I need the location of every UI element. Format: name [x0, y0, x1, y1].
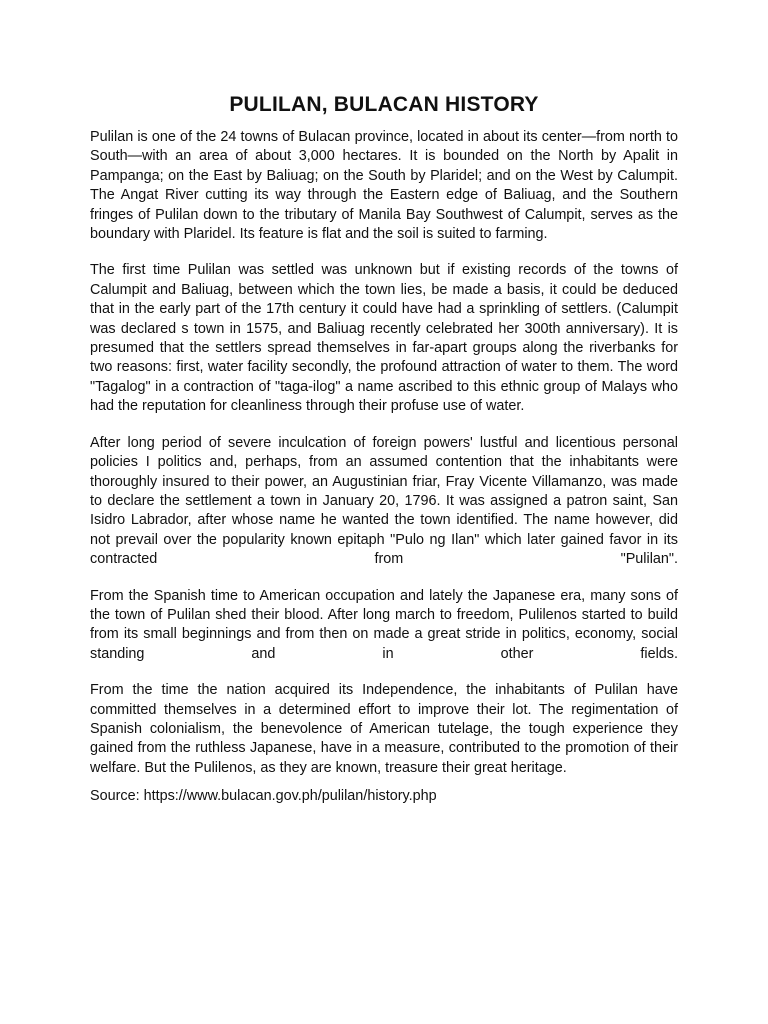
source-citation: Source: https://www.bulacan.gov.ph/pulilan/history.php: [90, 788, 437, 805]
paragraph-independence: From the time the nation acquired its Independence, the inhabitants of Pulilan have committed themselves in a determined effort to improve their lot. The regimentation of Spanish colonialism, the benevolence of American tutelage, the tough experience they gained from the ruthless Japanese, have in a measure, contributed to the promotion of their welfare. But the Pulilenos, as they are known, treasure their great heritage.: [90, 682, 678, 776]
paragraph-occupation-era: From the Spanish time to American occupation and lately the Japanese era, many sons of the town of Pulilan shed their blood. After long march to freedom, Pulilenos started to build from its small beginnings and from then on made a great stride in politics, economy, social standing and in other fields.: [90, 587, 678, 662]
paragraph-geography: Pulilan is one of the 24 towns of Bulacan province, located in about its center—from north to South—with an area of about 3,000 hectares. It is bounded on the North by Apalit in Pampanga; on the East by Baliuag; on the South by Plaridel; and on the West by Calumpit. The Angat River cutting its way through the Eastern edge of Baliuag, and the Southern fringes of Pulilan down to the tributary of Manila Bay Southwest of Calumpit, serves as the boundary with Plaridel. Its feature is flat and the soil is suited to farming.: [90, 129, 678, 243]
paragraph-settlement: The first time Pulilan was settled was unknown but if existing records of the towns of Calumpit and Baliuag, between which the town lies, be made a basis, it could be deduced that in the early part of the 17th century it could have had a sprinkling of settlers. (Calumpit was declared s town in 1575, and Baliuag recently celebrated her 300th anniversary). It is presumed that the settlers spread themselves in far-apart groups along the riverbanks for two reasons: first, water facility secondly, the profound attraction of water to them. The word "Tagalog" in a contraction of "taga-ilog" a name ascribed to this ethnic group of Malays who had the reputation for cleanliness through their profuse use of water.: [90, 262, 678, 415]
document-body: [90, 128, 678, 807]
paragraph-town-founding: After long period of severe inculcation of foreign powers' lustful and licentious personal policies I politics and, perhaps, from an assumed contention that the inhabitants were thoroughly insured to their power, an Augustinian friar, Fray Vicente Villamanzo, was made to declare the settlement a town in January 20, 1796. It was assigned a patron saint, San Isidro Labrador, after whose name he wanted the town identified. The name however, did not prevail over the popularity known epitaph "Pulo ng Ilan" which later gained favor in its contracted from "Pulilan".: [90, 434, 678, 568]
page-title: PULILAN, BULACAN HISTORY: [229, 93, 539, 116]
